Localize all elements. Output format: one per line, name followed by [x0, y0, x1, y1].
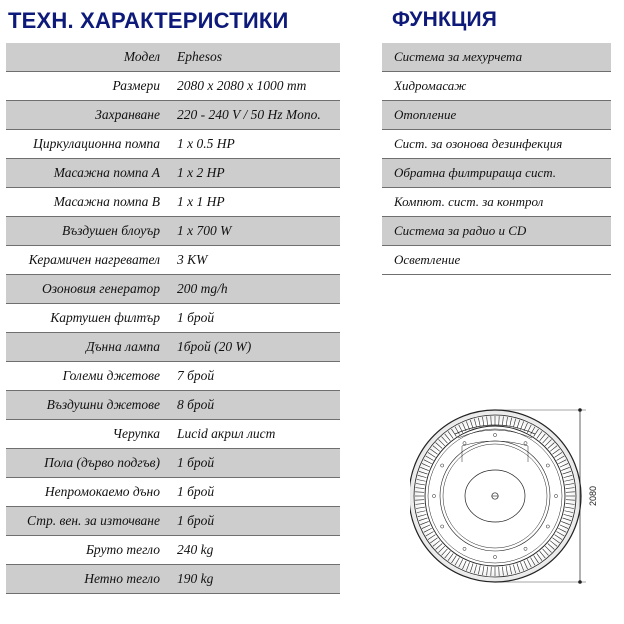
spec-row: [6, 362, 340, 391]
spec-label: Керамичен нагревател: [28, 252, 160, 267]
function-row: Компют. сист. за контрол: [382, 188, 611, 217]
spec-row: [6, 130, 340, 159]
spec-value: 1 x 2 HP: [177, 165, 225, 180]
spec-label: Пола (дърво подгъв): [44, 455, 160, 470]
spec-row: [6, 246, 340, 275]
spec-label: Въздушен блоуър: [62, 223, 160, 238]
spec-label: Картушен филтър: [50, 310, 160, 325]
tub-top-view-drawing: [410, 402, 620, 588]
spec-row: [6, 333, 340, 362]
function-row: Хидромасаж: [382, 72, 611, 101]
spec-row: [6, 391, 340, 420]
spec-label: Масажна помпа В: [53, 194, 160, 209]
function-row: Осветление: [382, 246, 611, 275]
spec-value: 220 - 240 V / 50 Hz Mono.: [177, 107, 321, 122]
tub-inner-shell: [425, 425, 565, 566]
spec-label: Бруто тегло: [85, 542, 160, 557]
spec-row: [6, 449, 340, 478]
spec-row: [6, 536, 340, 565]
spec-value: 1 x 0.5 HP: [177, 136, 235, 151]
spec-value: 1 брой: [177, 310, 215, 325]
spec-value: 1 x 1 HP: [177, 194, 225, 209]
spec-value: 7 брой: [177, 368, 215, 383]
spec-value: 240 kg: [177, 542, 214, 557]
functions-heading: ФУНКЦИЯ: [392, 8, 498, 31]
dimension-label: 2080: [588, 485, 598, 507]
spec-row: [6, 101, 340, 130]
spec-label: Въздушни джетове: [46, 397, 160, 412]
spec-value: 1 брой: [177, 513, 215, 528]
spec-value: 2080 x 2080 x 1000 mm: [177, 78, 307, 93]
spec-label: Размери: [112, 78, 160, 93]
spec-label: Нетно тегло: [84, 571, 160, 586]
spec-label: Непромокаемо дъно: [44, 484, 160, 499]
spec-label: Циркулационна помпа: [33, 136, 160, 151]
spec-row: [6, 507, 340, 536]
spec-value: 190 kg: [177, 571, 214, 586]
spec-label: Големи джетове: [62, 368, 160, 383]
spec-label: Стр. вен. за източване: [27, 513, 160, 528]
function-row: Отопление: [382, 101, 611, 130]
spec-value: 1 x 700 W: [177, 223, 232, 238]
spec-row: [6, 188, 340, 217]
spec-label: Масажна помпа А: [53, 165, 160, 180]
spec-row: [6, 478, 340, 507]
function-row: Система за мехурчета: [382, 43, 611, 72]
spec-label: Озоновия генератор: [42, 281, 160, 296]
spec-value: Lucid акрил лист: [177, 426, 276, 441]
spec-row: [6, 217, 340, 246]
function-row: Сист. за озонова дезинфекция: [382, 130, 611, 159]
spec-label: Черупка: [112, 426, 160, 441]
spec-value: 3 KW: [177, 252, 208, 267]
spec-value: Ephesos: [177, 49, 222, 64]
spec-value: 1 брой: [177, 484, 215, 499]
spec-value: 200 mg/h: [177, 281, 228, 296]
spec-row: [6, 304, 340, 333]
function-row: Система за радио и CD: [382, 217, 611, 246]
spec-row: [6, 72, 340, 101]
function-row: Обратна филтрираща сист.: [382, 159, 611, 188]
spec-row: [6, 43, 340, 72]
spec-row: [6, 159, 340, 188]
spec-row: [6, 420, 340, 449]
spec-row: [6, 275, 340, 304]
spec-value: 8 брой: [177, 397, 215, 412]
specs-table: [6, 43, 340, 594]
spec-label: Дънна лампа: [85, 339, 160, 354]
spec-label: Модел: [123, 49, 160, 64]
spec-value: 1брой (20 W): [177, 339, 252, 354]
spec-label: Захранване: [95, 107, 160, 122]
specs-heading: ТЕХН. ХАРАКТЕРИСТИКИ: [8, 8, 289, 33]
spec-value: 1 брой: [177, 455, 215, 470]
spec-row: [6, 565, 340, 594]
functions-table: [382, 43, 611, 275]
